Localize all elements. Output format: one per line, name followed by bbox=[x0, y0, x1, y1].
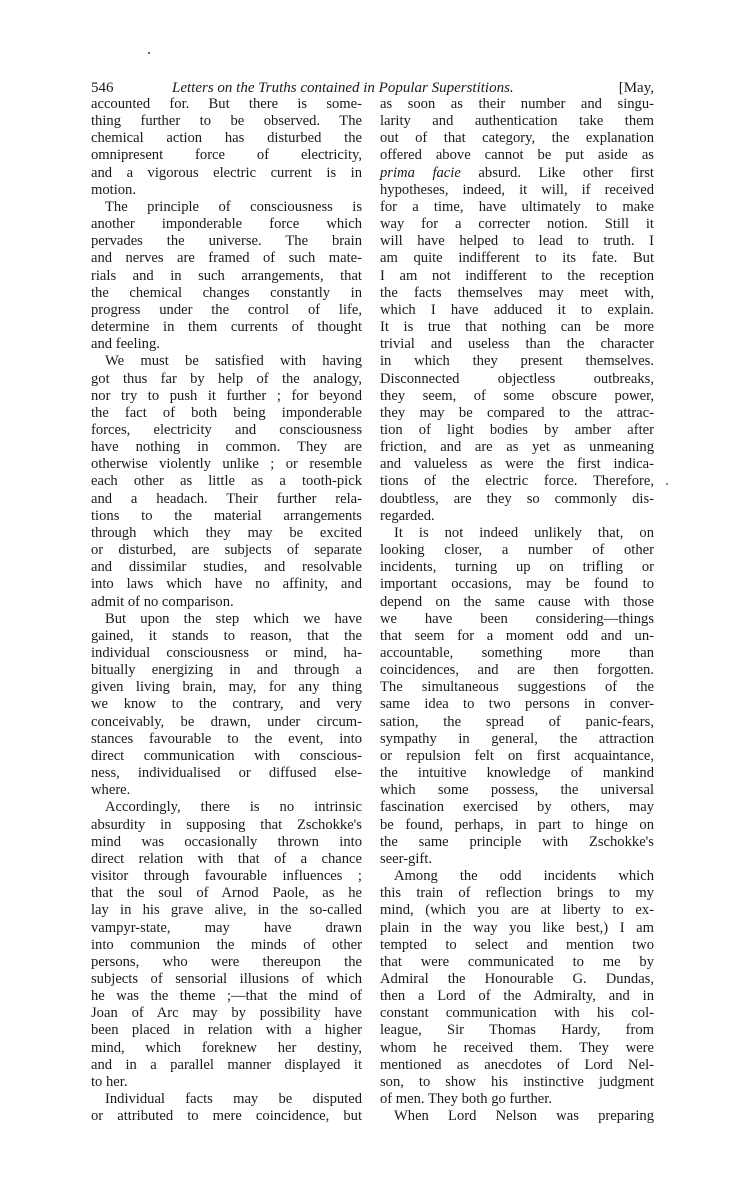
text-line: stances favourable to the event, into bbox=[91, 730, 362, 747]
page-number: 546 bbox=[91, 80, 114, 96]
text-line: coincidences, and are then forgotten. bbox=[380, 662, 654, 679]
text-line: that the soul of Arnod Paole, as he bbox=[91, 885, 362, 902]
text-line: hypotheses, indeed, it will, if received bbox=[380, 181, 654, 198]
text-line: given living brain, may, for any thing bbox=[91, 679, 362, 696]
text-line: league, Sir Thomas Hardy, from bbox=[380, 1022, 654, 1039]
text-line: constant communication with his col- bbox=[380, 1005, 654, 1022]
text-line: or disturbed, are subjects of separate bbox=[91, 542, 362, 559]
text-line: conceivably, be drawn, under circum- bbox=[91, 713, 362, 730]
text-line: ness, individualised or diffused else- bbox=[91, 765, 362, 782]
text-line: mind was occasionally thrown into bbox=[91, 833, 362, 850]
text-line: tion of light bodies by amber after bbox=[380, 421, 654, 438]
text-line: have nothing in common. They are bbox=[91, 439, 362, 456]
text-line: plain in the way you like best,) I am bbox=[380, 919, 654, 936]
text-line: subjects of sensorial illusions of which bbox=[91, 970, 362, 987]
text-line: will have helped to lead to truth. I bbox=[380, 233, 654, 250]
text-line: for a time, have ultimately to make bbox=[380, 198, 654, 215]
text-line: and valueless as were the first indica- bbox=[380, 456, 654, 473]
text-line: bitually energizing in and through a bbox=[91, 662, 362, 679]
text-line: this train of reflection brings to my bbox=[380, 885, 654, 902]
text-line: to her. bbox=[91, 1073, 128, 1090]
text-line: regarded. bbox=[380, 507, 435, 524]
text-line: admit of no comparison. bbox=[91, 593, 234, 610]
issue-month: [May, bbox=[618, 80, 654, 96]
text-line: another imponderable force which bbox=[91, 216, 362, 233]
text-line: tions of the electric force. Therefore, bbox=[380, 473, 654, 490]
text-line: of men. They both go further. bbox=[380, 1091, 552, 1108]
text-line: the fact of both being imponderable bbox=[91, 404, 362, 421]
text-line: and feeling. bbox=[91, 336, 160, 353]
print-speck bbox=[148, 52, 150, 54]
text-line: then a Lord of the Admiralty, and in bbox=[380, 988, 654, 1005]
text-line: forces, electricity and consciousness bbox=[91, 421, 362, 438]
text-line: which I have adduced it to explain. bbox=[380, 301, 654, 318]
text-line: offered above cannot be put aside as bbox=[380, 147, 654, 164]
right-column bbox=[380, 96, 654, 1125]
text-line: we know to the contrary, and very bbox=[91, 696, 362, 713]
italic-phrase: prima facie bbox=[380, 164, 461, 181]
text-line: through which they may be excited bbox=[91, 524, 362, 541]
text-line: the chemical changes constantly in bbox=[91, 284, 362, 301]
text-line: tempted to select and mention two bbox=[380, 936, 654, 953]
text-line: We must be satisfied with having bbox=[105, 353, 362, 370]
text-line: as soon as their number and singu- bbox=[380, 96, 654, 112]
text-line: into communion the minds of other bbox=[91, 936, 362, 953]
text-line: sympathy in general, the attraction bbox=[380, 730, 654, 747]
text-line: where. bbox=[91, 782, 131, 799]
text-line: the intuitive knowledge of mankind bbox=[380, 765, 654, 782]
text-line: The principle of consciousness is bbox=[105, 198, 362, 215]
text-line: It is true that nothing can be more bbox=[380, 319, 654, 336]
text-line: each other as little as a tooth-pick bbox=[91, 473, 362, 490]
text-line: otherwise violently unlike ; or resemble bbox=[91, 456, 362, 473]
text-line: rials and in such arrangements, that bbox=[91, 267, 362, 284]
text-line bbox=[380, 165, 654, 182]
text-line: When Lord Nelson was preparing bbox=[394, 1108, 654, 1125]
text-line: that were communicated to me by bbox=[380, 953, 654, 970]
text-line: doubtless, are they so commonly dis- bbox=[380, 490, 654, 507]
text-line: Among the odd incidents which bbox=[394, 868, 654, 885]
text-line: Disconnected objectless outbreaks, bbox=[380, 370, 654, 387]
text-line: Individual facts may be disputed bbox=[105, 1091, 362, 1108]
text-line: the facts themselves may meet with, bbox=[380, 284, 654, 301]
text-line: friction, and are as yet as unmeaning bbox=[380, 439, 654, 456]
text-line: that seem for a moment odd and un- bbox=[380, 627, 654, 644]
text-line: seer-gift. bbox=[380, 850, 432, 867]
text-line: or attributed to mere coincidence, but bbox=[91, 1108, 362, 1125]
text-line: way for a correcter notion. Still it bbox=[380, 216, 654, 233]
text-line: incidents, turning up on trifling or bbox=[380, 559, 654, 576]
text-line: The simultaneous suggestions of the bbox=[380, 679, 654, 696]
text-line: chemical action has disturbed the bbox=[91, 130, 362, 147]
text-line: nor try to push it further ; for beyond bbox=[91, 387, 362, 404]
text-line: pervades the universe. The brain bbox=[91, 233, 362, 250]
text-line: am quite indifferent to its fate. But bbox=[380, 250, 654, 267]
text-line: which some possess, the universal bbox=[380, 782, 654, 799]
running-title: Letters on the Truths contained in Popular Superstitions. bbox=[172, 80, 514, 96]
text-line: be found, perhaps, in part to hinge on bbox=[380, 816, 654, 833]
text-line: we have been considering—things bbox=[380, 610, 654, 627]
text-line: fascination exercised by others, may bbox=[380, 799, 654, 816]
text-line: in which they present themselves. bbox=[380, 353, 654, 370]
text-run: absurd. Like other first bbox=[460, 164, 654, 181]
text-line: important occasions, may be found to bbox=[380, 576, 654, 593]
text-line: trivial and useless than the character bbox=[380, 336, 654, 353]
text-line: they may be compared to the attrac- bbox=[380, 404, 654, 421]
text-line: lay in his grave alive, in the so-called bbox=[91, 902, 362, 919]
text-line: Accordingly, there is no intrinsic bbox=[105, 799, 362, 816]
text-line: out of that category, the explanation bbox=[380, 130, 654, 147]
text-line: gained, it stands to reason, that the bbox=[91, 627, 362, 644]
text-line: been placed in relation with a higher bbox=[91, 1022, 362, 1039]
text-line: determine in them currents of thought bbox=[91, 319, 362, 336]
text-line: and in a parallel manner displayed it bbox=[91, 1056, 362, 1073]
text-line: I am not indifferent to the reception bbox=[380, 267, 654, 284]
text-line: mind, which foreknew her destiny, bbox=[91, 1039, 362, 1056]
text-line: the same principle with Zschokke's bbox=[380, 833, 654, 850]
text-line: they seem, of some obscure power, bbox=[380, 387, 654, 404]
text-line: progress under the control of life, bbox=[91, 301, 362, 318]
text-line: and a vigorous electric current is in bbox=[91, 164, 362, 181]
text-line: individual consciousness or mind, ha- bbox=[91, 645, 362, 661]
text-line: vampyr-state, may have drawn bbox=[91, 919, 362, 936]
text-line: Joan of Arc may by possibility have bbox=[91, 1005, 362, 1022]
text-line: whom he received them. They were bbox=[380, 1039, 654, 1056]
text-line: Admiral the Honourable G. Dundas, bbox=[380, 970, 654, 987]
text-line: looking closer, a number of other bbox=[380, 542, 654, 559]
text-line: sation, the spread of panic-fears, bbox=[380, 713, 654, 730]
text-line: persons, who were thereupon the bbox=[91, 953, 362, 970]
text-line: and nerves are framed of such mate- bbox=[91, 250, 362, 267]
text-line: larity and authentication take them bbox=[380, 113, 654, 130]
text-line: It is not indeed unlikely that, on bbox=[394, 524, 654, 541]
text-line: accounted for. But there is some- bbox=[91, 96, 362, 112]
text-line: same idea to two persons in conver- bbox=[380, 696, 654, 713]
text-line: tions to the material arrangements bbox=[91, 507, 362, 524]
text-line: absurdity in supposing that Zschokke's bbox=[91, 816, 362, 833]
text-line: depend on the same cause with those bbox=[380, 593, 654, 610]
text-line: into laws which have no affinity, and bbox=[91, 576, 362, 593]
text-line: got thus far by help of the analogy, bbox=[91, 370, 362, 387]
text-line: visitor through favourable influences ; bbox=[91, 868, 362, 885]
text-line: son, to show his instinctive judgment bbox=[380, 1073, 654, 1090]
text-line: direct relation with that of a chance bbox=[91, 850, 362, 867]
text-line: But upon the step which we have bbox=[105, 610, 362, 627]
text-line: mind, (which you are at liberty to ex- bbox=[380, 902, 654, 919]
text-line: direct communication with conscious- bbox=[91, 747, 362, 764]
text-line: he was the theme ;—that the mind of bbox=[91, 988, 362, 1005]
left-column bbox=[91, 96, 362, 1125]
running-header bbox=[91, 79, 654, 97]
print-speck bbox=[666, 483, 668, 485]
text-line: omnipresent force of electricity, bbox=[91, 147, 362, 164]
text-line: motion. bbox=[91, 181, 136, 198]
text-line: and a headach. Their further rela- bbox=[91, 490, 362, 507]
text-line: thing further to be observed. The bbox=[91, 113, 362, 130]
text-line: mentioned as anecdotes of Lord Nel- bbox=[380, 1056, 654, 1073]
text-line: or repulsion felt on first acquaintance, bbox=[380, 747, 654, 764]
text-line: accountable, something more than bbox=[380, 645, 654, 661]
text-line: and dissimilar studies, and resolvable bbox=[91, 559, 362, 576]
